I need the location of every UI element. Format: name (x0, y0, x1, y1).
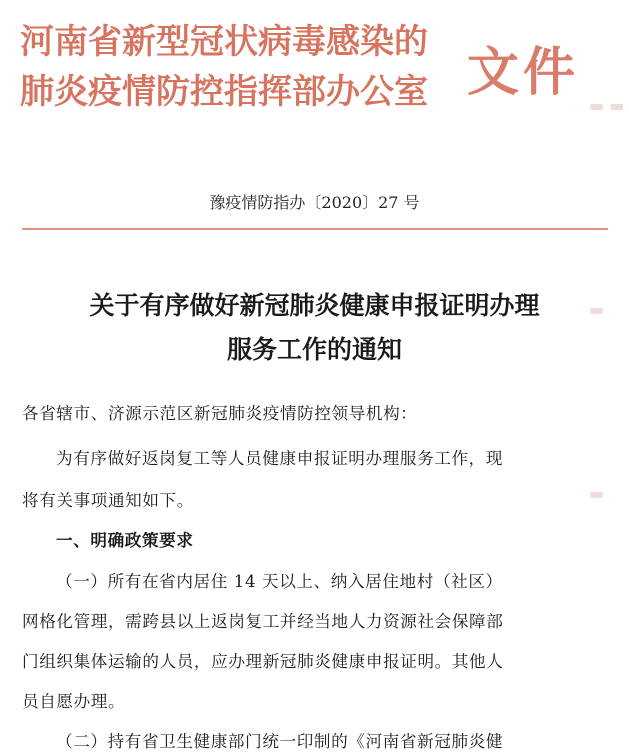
paragraph-line: （一）所有在省内居住 14 天以上、纳入居住地村（社区） (56, 572, 503, 591)
addressee: 各省辖市、济源示范区新冠肺炎疫情防控领导机构： (22, 404, 418, 423)
paragraph-line: 为有序做好返岗复工等人员健康申报证明办理服务工作，现 (56, 449, 504, 468)
document-header (0, 0, 629, 150)
document-number: 豫疫情防指办〔2020〕27 号 (209, 193, 420, 212)
bleed-through-mark: ▬ (589, 300, 605, 319)
issuing-org-line-1: 河南省新型冠状病毒感染的 (20, 22, 428, 62)
paragraph-line: 员自愿办理。 (22, 692, 126, 711)
issuing-org-line-2: 肺炎疫情防控指挥部办公室 (20, 72, 428, 112)
bleed-through-mark: ▬ (589, 484, 605, 503)
paragraph-line: 将有关事项通知如下。 (22, 491, 194, 510)
paragraph-line: 网格化管理，需跨县以上返岗复工并经当地人力资源社会保障部 (22, 612, 504, 631)
header-divider (22, 228, 608, 230)
notice-title-line-2: 服务工作的通知 (226, 335, 402, 364)
section-heading: 一、明确政策要求 (56, 531, 194, 550)
document-label: 文件 (467, 43, 580, 103)
notice-title-line-1: 关于有序做好新冠肺炎健康申报证明办理 (89, 291, 540, 320)
paragraph-line: （二）持有省卫生健康部门统一印制的《河南省新冠肺炎健 (56, 732, 504, 751)
paragraph-line: 门组织集体运输的人员，应办理新冠肺炎健康申报证明。其他人 (22, 652, 504, 671)
bleed-through-mark: ▬ ▬ (589, 96, 625, 115)
